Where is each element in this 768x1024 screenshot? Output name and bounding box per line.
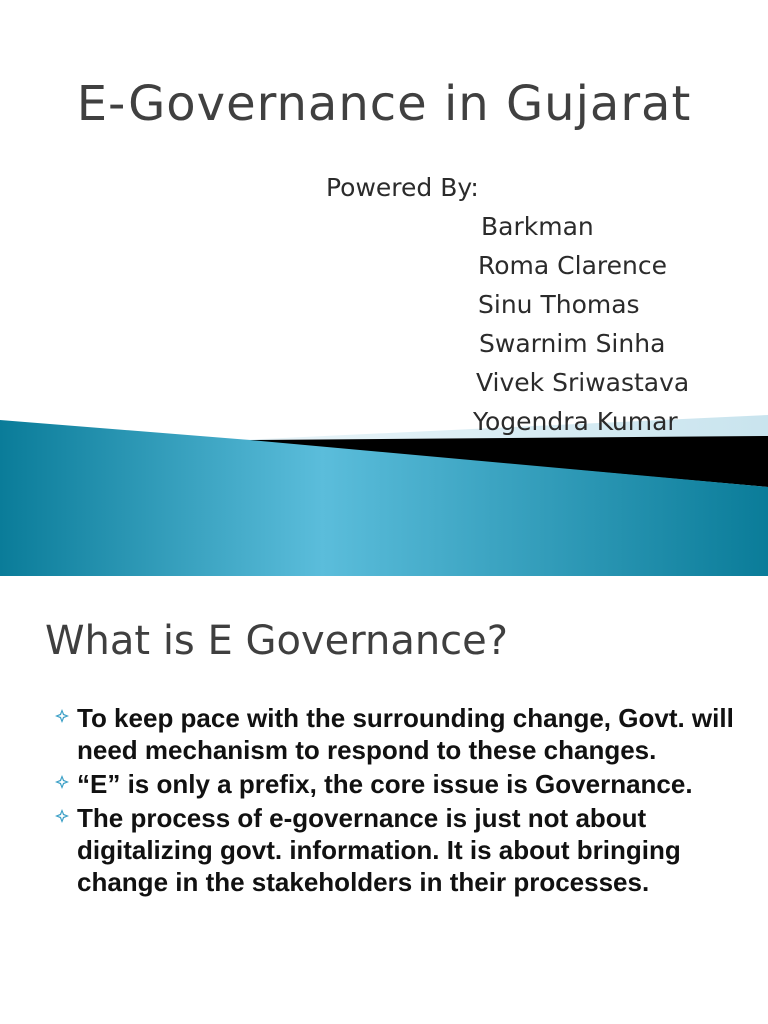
diamond-bullet-icon xyxy=(54,774,70,790)
bullet-text: The process of e-governance is just not about digitalizing govt. information. It is about bringing change in the stakeholders in their processes. xyxy=(77,803,681,897)
list-item xyxy=(54,702,734,766)
list-item xyxy=(54,768,734,800)
presenter-name: Roma Clarence xyxy=(478,251,667,280)
slide-heading: What is E Governance? xyxy=(45,618,509,664)
slide-title: E-Governance in Gujarat xyxy=(76,76,692,132)
presenter-name: Vivek Sriwastava xyxy=(476,368,690,397)
content-slide xyxy=(0,584,768,1024)
diamond-bullet-icon xyxy=(54,708,70,724)
presenter-name: Yogendra Kumar xyxy=(473,407,678,436)
presenter-name: Sinu Thomas xyxy=(478,290,640,319)
bullet-text: To keep pace with the surrounding change, Govt. will need mechanism to respond to these changes. xyxy=(77,703,734,765)
bullet-text: “E” is only a prefix, the core issue is Governance. xyxy=(77,769,693,799)
bullet-list xyxy=(54,702,734,900)
presenter-name: Swarnim Sinha xyxy=(479,329,666,358)
diamond-bullet-icon xyxy=(54,808,70,824)
presenter-name: Barkman xyxy=(481,212,594,241)
powered-by-label: Powered By: xyxy=(326,173,479,202)
list-item xyxy=(54,802,734,898)
